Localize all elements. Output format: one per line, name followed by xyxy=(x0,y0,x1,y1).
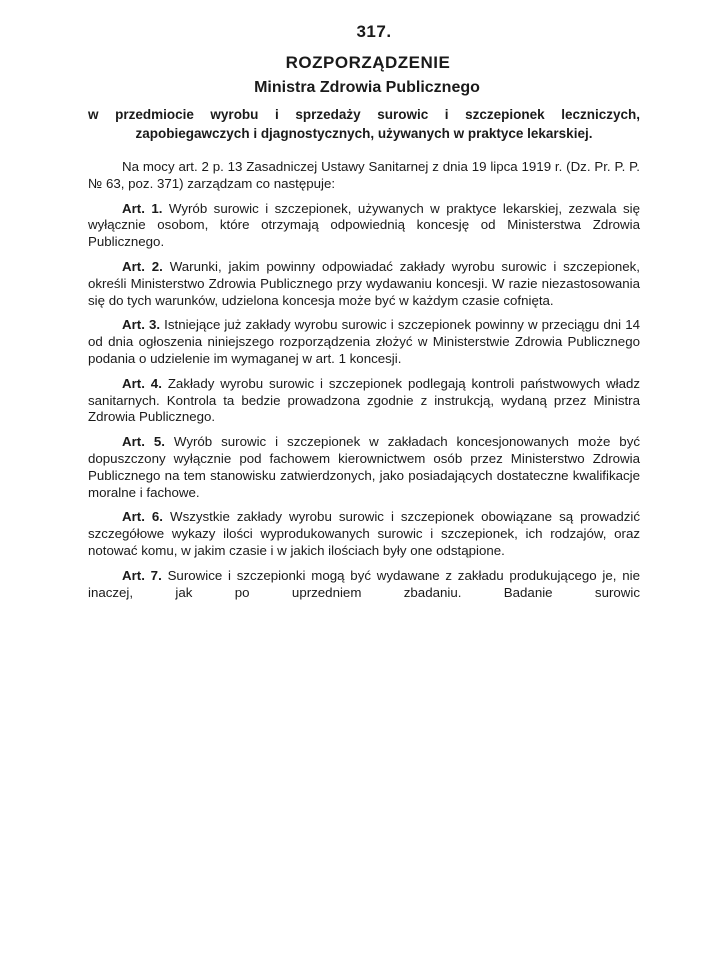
article-label: Art. 2. xyxy=(122,258,163,274)
article-1 xyxy=(88,201,640,251)
document-title: ROZPORZĄDZENIE xyxy=(285,53,451,72)
preamble-paragraph: Na mocy art. 2 p. 13 Zasadniczej Ustawy Sanitarnej z dnia 19 lipca 1919 r. (Dz. Pr. P. P. № 63, poz. 371) zarządzam co następuje: xyxy=(88,159,640,191)
page-number: 317. xyxy=(356,22,392,41)
article-2 xyxy=(88,259,640,309)
article-text: Wyrób surowic i szczepionek w zakładach koncesjonowanych może być dopuszczony wyłącznie pod fachowem kierownictwem osób przez Ministerstwo Zdrowia Publicznego na tem stanowisku zatwierdzonych, jako posiadających dostateczne kwalifikacje moralne i fachowe. xyxy=(88,434,640,500)
article-label: Art. 5. xyxy=(122,434,165,450)
article-5 xyxy=(88,434,640,501)
article-text: Istniejące już zakłady wyrobu surowic i szczepionek powinny w przeciągu dni 14 od dnia ogłoszenia niniejszego rozporządzenia złożyć w Ministerstwie Zdrowia Publicznego podania o udzielenie im wymaganej w art. 1 koncesji. xyxy=(88,317,640,366)
article-text: Warunki, jakim powinny odpowiadać zakłady wyrobu surowic i szczepionek, określi Ministerstwo Zdrowia Publicznego przy wydawaniu koncesji. W razie niezastosowania się do tych warunków, udzielona koncesja może być w każdym czasie cofnięta. xyxy=(88,258,640,308)
article-label: Art. 1. xyxy=(122,200,163,216)
article-text: Zakłady wyrobu surowic i szczepionek podlegają kontroli państwowych władz sanitarnych. Kontrola ta bedzie prowadzona zgodnie z instrukcją, wydaną przez Ministra Zdrowia Publicznego. xyxy=(88,375,641,425)
article-3 xyxy=(88,317,640,367)
article-6 xyxy=(88,509,640,559)
article-4 xyxy=(88,376,640,426)
document-page xyxy=(88,22,640,609)
document-subtitle: Ministra Zdrowia Publicznego xyxy=(254,79,480,96)
article-label: Art. 4. xyxy=(122,375,162,391)
article-text: Wszystkie zakłady wyrobu surowic i szczepionek obowiązane są prowadzić szczegółowe wykazy ilości wyprodukowanych surowic i szczepionek, ich rodzajów, oraz notować komu, w jakim czasie i w jakich ilościach były one odstąpione. xyxy=(88,509,640,558)
article-label: Art. 3. xyxy=(122,317,161,333)
article-label: Art. 7. xyxy=(122,567,162,583)
article-7 xyxy=(88,568,640,602)
article-label: Art. 6. xyxy=(122,509,164,525)
document-topic: w przedmiocie wyrobu i sprzedaży surowic i szczepionek leczniczych, zapobiegawczych i djagnostycznych, używanych w praktyce lekarskiej. xyxy=(88,107,640,141)
article-text: Wyrób surowic i szczepionek, używanych w praktyce lekarskiej, zezwala się wyłącznie osobom, które otrzymają odpowiednią koncesję od Ministerstwa Zdrowia Publicznego. xyxy=(88,200,640,250)
article-text: Surowice i szczepionki mogą być wydawane z zakładu produkującego je, nie inaczej, jak po uprzedniem zbadaniu. Badanie surowic xyxy=(88,567,640,600)
